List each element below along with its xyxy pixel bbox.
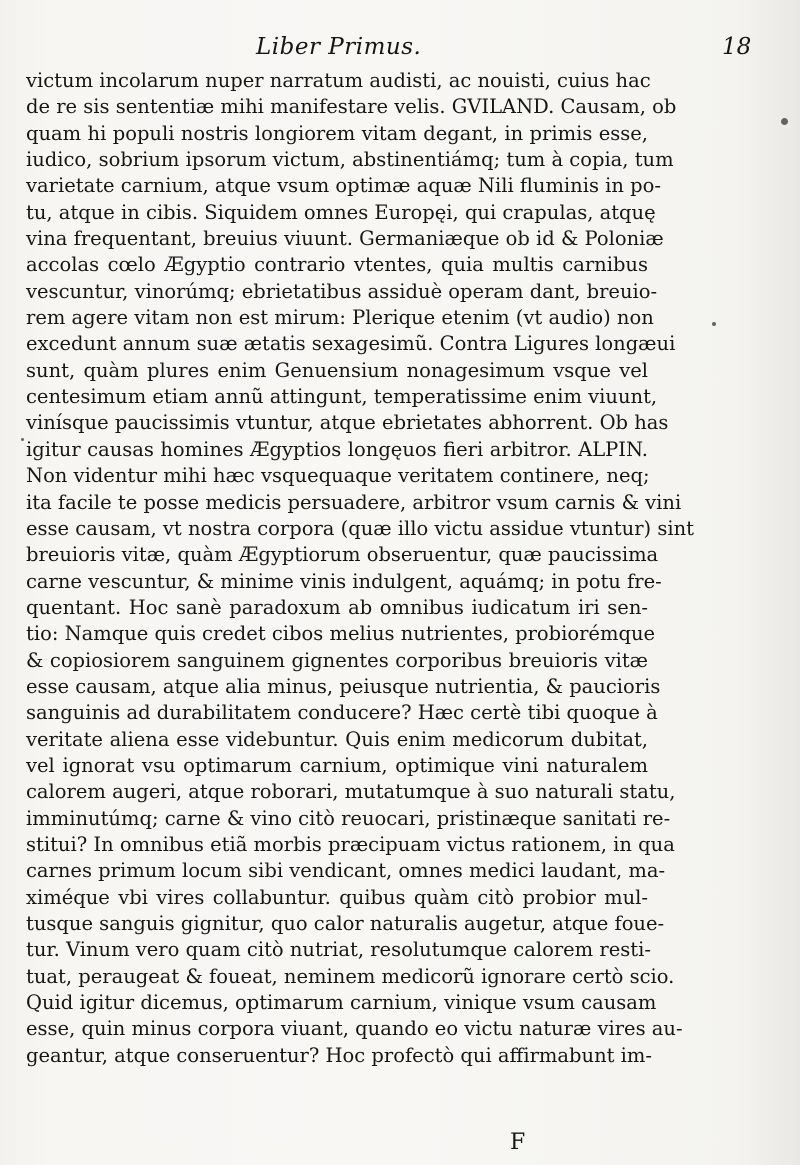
ink-speck [712, 322, 716, 326]
running-head: Liber Primus. [256, 34, 422, 60]
text-line: calorem augeri, atque roborari, mutatumque à suo naturali statu, [26, 780, 676, 804]
text-line: centesimum etiam annũ attingunt, temperatissime enim viuunt, [26, 385, 658, 409]
text-line: vinísque paucissimis vtuntur, atque ebrietates abhorrent. Ob has [26, 411, 669, 435]
text-line: vescuntur, vinorúmq; ebrietatibus assiduè operam dant, breuio- [26, 279, 658, 303]
text-line: ita facile te posse medicis persuadere, arbitror vsum carnis & vini [26, 490, 682, 514]
text-line: tuat, peraugeat & foueat, neminem medicorũ ignorare certò scio. [26, 964, 675, 988]
page-number: 18 [722, 34, 752, 60]
text-line: imminutúmq; carne & vino citò reuocari, pristinæque sanitati re- [26, 806, 671, 830]
text-line: excedunt annum suæ ætatis sexagesimũ. Contra Ligures longæui [26, 332, 676, 356]
body-text [26, 68, 694, 1069]
text-line: carnes primum locum sibi vendicant, omnes medici laudant, ma- [26, 859, 666, 883]
text-line: varietate carnium, atque vsum optimæ aquæ Nili fluminis in po- [26, 174, 661, 198]
text-line: Non videntur mihi hæc vsquequaque veritatem continere, neq; [26, 464, 650, 488]
ink-speck [21, 438, 24, 441]
text-line: accolas cœlo Ægyptio contrario vtentes, quia multis carnibus [26, 253, 648, 277]
text-line: tur. Vinum vero quam citò nutriat, resolutumque calorem resti- [26, 938, 651, 962]
text-line: tusque sanguis gignitur, quo calor naturalis augetur, atque foue- [26, 912, 665, 935]
text-line: esse causam, atque alia minus, peiusque nutrientia, & paucioris [26, 674, 661, 698]
ink-speck [781, 118, 788, 125]
text-line: sanguinis ad durabilitatem conducere? Hæc certè tibi quoque à [26, 701, 658, 725]
text-line: carne vescuntur, & minime vinis indulgent, aquámq; in potu fre- [26, 569, 662, 593]
text-line: tu, atque in cibis. Siquidem omnes Europęi, qui crapulas, atquę [26, 200, 656, 224]
text-line: geantur, atque conseruentur? Hoc profectò qui affirmabunt im- [26, 1043, 652, 1067]
text-line: quentant. Hoc sanè paradoxum ab omnibus iudicatum iri sen- [26, 595, 648, 619]
text-line: stitui? In omnibus etiã morbis præcipuam victus rationem, in qua [26, 832, 675, 856]
text-line: igitur causas homines Ægyptios longęuos fieri arbitror. ALPIN. [26, 437, 648, 461]
text-line: vina frequentant, breuius viuunt. Germaniæque ob id & Poloniæ [26, 227, 664, 251]
text-line: breuioris vitæ, quàm Ægyptiorum obseruentur, quæ paucissima [26, 543, 659, 567]
text-line: Quid igitur dicemus, optimarum carnium, vinique vsum causam [26, 991, 657, 1015]
text-line: tio: Namque quis credet cibos melius nutrientes, probiorémque [26, 622, 656, 646]
text-line: ximéque vbi vires collabuntur. quibus quàm citò probior mul- [26, 885, 648, 909]
text-line: quam hi populi nostris longiorem vitam degant, in primis esse, [26, 121, 648, 145]
signature-mark: F [510, 1130, 526, 1155]
text-line: sunt, quàm plures enim Genuensium nonagesimum vsque vel [26, 358, 648, 382]
text-line: vel ignorat vsu optimarum carnium, optimique vini naturalem [26, 753, 648, 777]
text-line: esse causam, vt nostra corpora (quæ illo victu assidue vtuntur) sint [26, 516, 694, 540]
text-line: rem agere vitam non est mirum: Plerique etenim (vt audio) non [26, 306, 654, 330]
text-line: victum incolarum nuper narratum audisti, ac nouisti, cuius hac [26, 69, 651, 92]
text-line: de re sis sententiæ mihi manifestare velis. GVILAND. Causam, ob [26, 95, 677, 119]
text-line: & copiosiorem sanguinem gignentes corporibus breuioris vitæ [26, 648, 648, 672]
text-line: esse, quin minus corpora viuant, quando eo victu naturæ vires au- [26, 1017, 683, 1041]
text-line: iudico, sobrium ipsorum victum, abstinentiámq; tum à copia, tum [26, 148, 674, 172]
text-line: veritate aliena esse videbuntur. Quis enim medicorum dubitat, [26, 727, 648, 751]
